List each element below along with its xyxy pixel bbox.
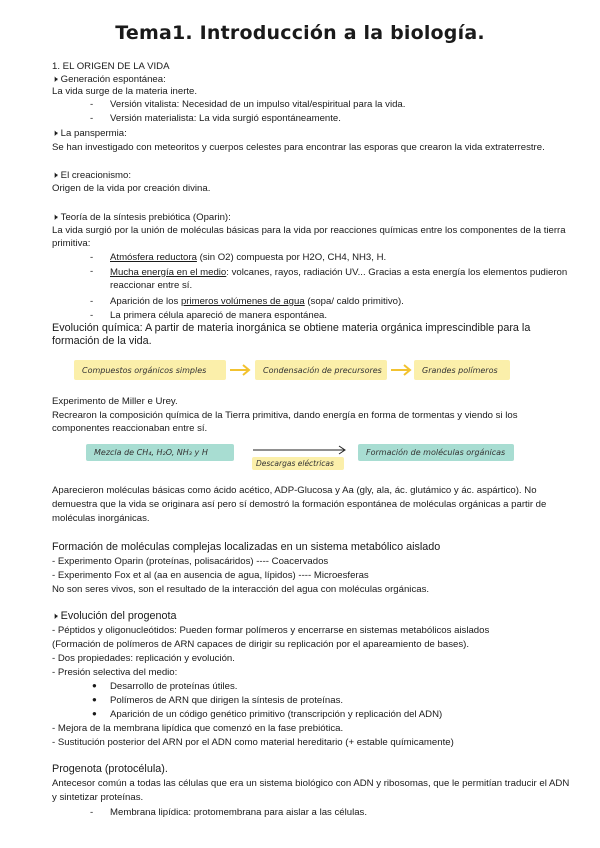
progenota-line: - Presión selectiva del medio: [52, 667, 178, 678]
page-title: Tema1. Introducción a la biología. [115, 22, 485, 44]
list-item: Membrana lipídica: protomembrana para aislar a las células. [110, 807, 368, 818]
creacionismo-title-text: El creacionismo: [60, 170, 132, 181]
bullet-item: Aparición de un código genético primitivo (transcripción y replicación del ADN) [110, 709, 443, 720]
arrow-right-icon [252, 444, 348, 456]
speaker-icon: 🕨︎ [52, 128, 58, 138]
creacionismo-text: Origen de la vida por creación divina. [52, 183, 211, 194]
oparin-text: La vida surgió por la unión de moléculas básicas para la vida por reacciones químicas entre los componentes de la tierra primitiva: [52, 225, 566, 249]
dash-marker: - [90, 310, 94, 321]
list-item: Versión vitalista: Necesidad de un impulso vital/espiritual para la vida. [110, 99, 406, 110]
speaker-icon: 🕨︎ [52, 170, 58, 180]
panspermia-title [52, 127, 127, 140]
item-rest: : volcanes, rayos, radiación UV... Gracias a esta energía los elementos pudieron reaccionar entre sí. [110, 267, 568, 291]
speaker-icon: 🕨︎ [52, 611, 58, 621]
section-heading: 1. EL ORIGEN DE LA VIDA [52, 61, 170, 72]
flow-box-label: Condensación de precursores [263, 365, 382, 375]
miller-result: Aparecieron moléculas básicas como ácido acético, ADP-Glucosa y Aa (gly, ala, ác. glutámico y ác. aspártico). No demuestra que la vida se originara así pero sí demostró la formación espontánea de moléculas orgánicas a partir de moléculas inorgánicas. [52, 485, 547, 524]
panspermia-title-text: La panspermia: [60, 128, 127, 139]
complex-line: - Experimento Oparin (proteínas, polisacáridos) ---- Coacervados [52, 556, 329, 567]
speaker-icon: 🕨︎ [52, 74, 58, 84]
list-item [110, 266, 570, 292]
progenota-title-text: Evolución del progenota [60, 610, 177, 622]
flow-box-condensation [255, 360, 387, 380]
miller-text: Recrearon la composición química de la Tierra primitiva, dando energía en forma de tormentas y viendo si los componentes reaccionaban entre sí. [52, 410, 518, 434]
miller-box-label: Formación de moléculas orgánicas [366, 448, 506, 457]
bullet-item: Polímeros de ARN que dirigen la síntesis de proteínas. [110, 695, 344, 706]
protocell-title: Progenota (protocélula). [52, 763, 168, 775]
dash-marker: - [90, 99, 94, 110]
progenota-line: - Mejora de la membrana lipídica que comenzó en la fase prebiótica. [52, 723, 344, 734]
underlined-term: primeros volúmenes de agua [180, 296, 305, 307]
progenota-title [52, 610, 177, 622]
miller-box-organic [358, 444, 514, 461]
list-item [110, 296, 404, 308]
bullet-marker: ● [92, 695, 97, 704]
bullet-item: Desarrollo de proteínas útiles. [110, 681, 238, 692]
panspermia-text: Se han investigado con meteoritos y cuerpos celestes para encontrar las esporas que crearon la vida extraterrestre. [52, 142, 545, 153]
underlined-term: Atmósfera reductora [110, 252, 197, 263]
speaker-icon: 🕨︎ [52, 212, 58, 222]
progenota-line: - Dos propiedades: replicación y evolución. [52, 653, 235, 664]
underlined-term: Mucha energía en el medio [110, 267, 227, 278]
progenota-line: - Sustitución posterior del ARN por el ADN como material hereditario (+ estable químicamente) [52, 737, 454, 748]
oparin-title-text: Teoría de la síntesis prebiótica (Oparin): [60, 212, 231, 223]
complex-line: - Experimento Fox et al (aa en ausencia de agua, lípidos) ---- Microesferas [52, 570, 369, 581]
generacion-title-text: Generación espontánea: [60, 74, 166, 85]
flow-box-label: Compuestos orgánicos simples [82, 365, 207, 375]
arrow-right-icon [390, 362, 414, 378]
dash-marker: - [90, 252, 94, 263]
generacion-title [52, 73, 166, 86]
arrow-right-icon [229, 362, 253, 378]
miller-title: Experimento de Miller e Urey. [52, 396, 178, 407]
item-start: Aparición de los [110, 296, 181, 307]
bullet-marker: ● [92, 681, 97, 690]
oparin-title [52, 211, 231, 224]
item-rest: (sopa/ caldo primitivo). [304, 296, 404, 307]
list-item: La primera célula apareció de manera espontánea. [110, 310, 328, 321]
list-item [110, 252, 386, 264]
progenota-line: - Péptidos y oligonucleótidos: Pueden formar polímeros y encerrarse en sistemas metabólicos aislados [52, 625, 490, 636]
flow-box-simple-compounds [74, 360, 226, 380]
progenota-line: (Formación de polímeros de ARN capaces de dirigir su replicación por el apareamiento de bases). [52, 639, 470, 650]
complex-line: No son seres vivos, son el resultado de la interacción del agua con moléculas orgánicas. [52, 584, 430, 595]
list-item: Versión materialista: La vida surgió espontáneamente. [110, 113, 341, 124]
flow-box-label: Grandes polímeros [422, 365, 498, 375]
dash-marker: - [90, 296, 94, 307]
complex-title: Formación de moléculas complejas localizadas en un sistema metabólico aislado [52, 541, 441, 553]
generacion-text: La vida surge de la materia inerte. [52, 86, 198, 97]
evolucion-quimica-text: Evolución química: A partir de materia inorgánica se obtiene materia orgánica imprescindible para la formación de la vida. [52, 322, 531, 347]
miller-arrow-label-box [252, 457, 344, 470]
miller-box-mixture [86, 444, 234, 461]
creacionismo-title [52, 169, 131, 182]
protocell-text: Antecesor común a todas las células que era un sistema biológico con ADN y ribosomas, que le permitían traducir el ADN y sintetizar proteínas. [52, 778, 570, 803]
miller-box-label: Mezcla de CH₄, H₂O, NH₃ y H [94, 448, 208, 457]
flow-box-polymers [414, 360, 510, 380]
bullet-marker: ● [92, 709, 97, 718]
dash-marker: - [90, 807, 94, 818]
dash-marker: - [90, 113, 94, 124]
item-rest: (sin O2) compuesta por H2O, CH4, NH3, H. [196, 252, 387, 263]
dash-marker: - [90, 266, 94, 277]
miller-arrow-label: Descargas eléctricas [256, 459, 334, 468]
